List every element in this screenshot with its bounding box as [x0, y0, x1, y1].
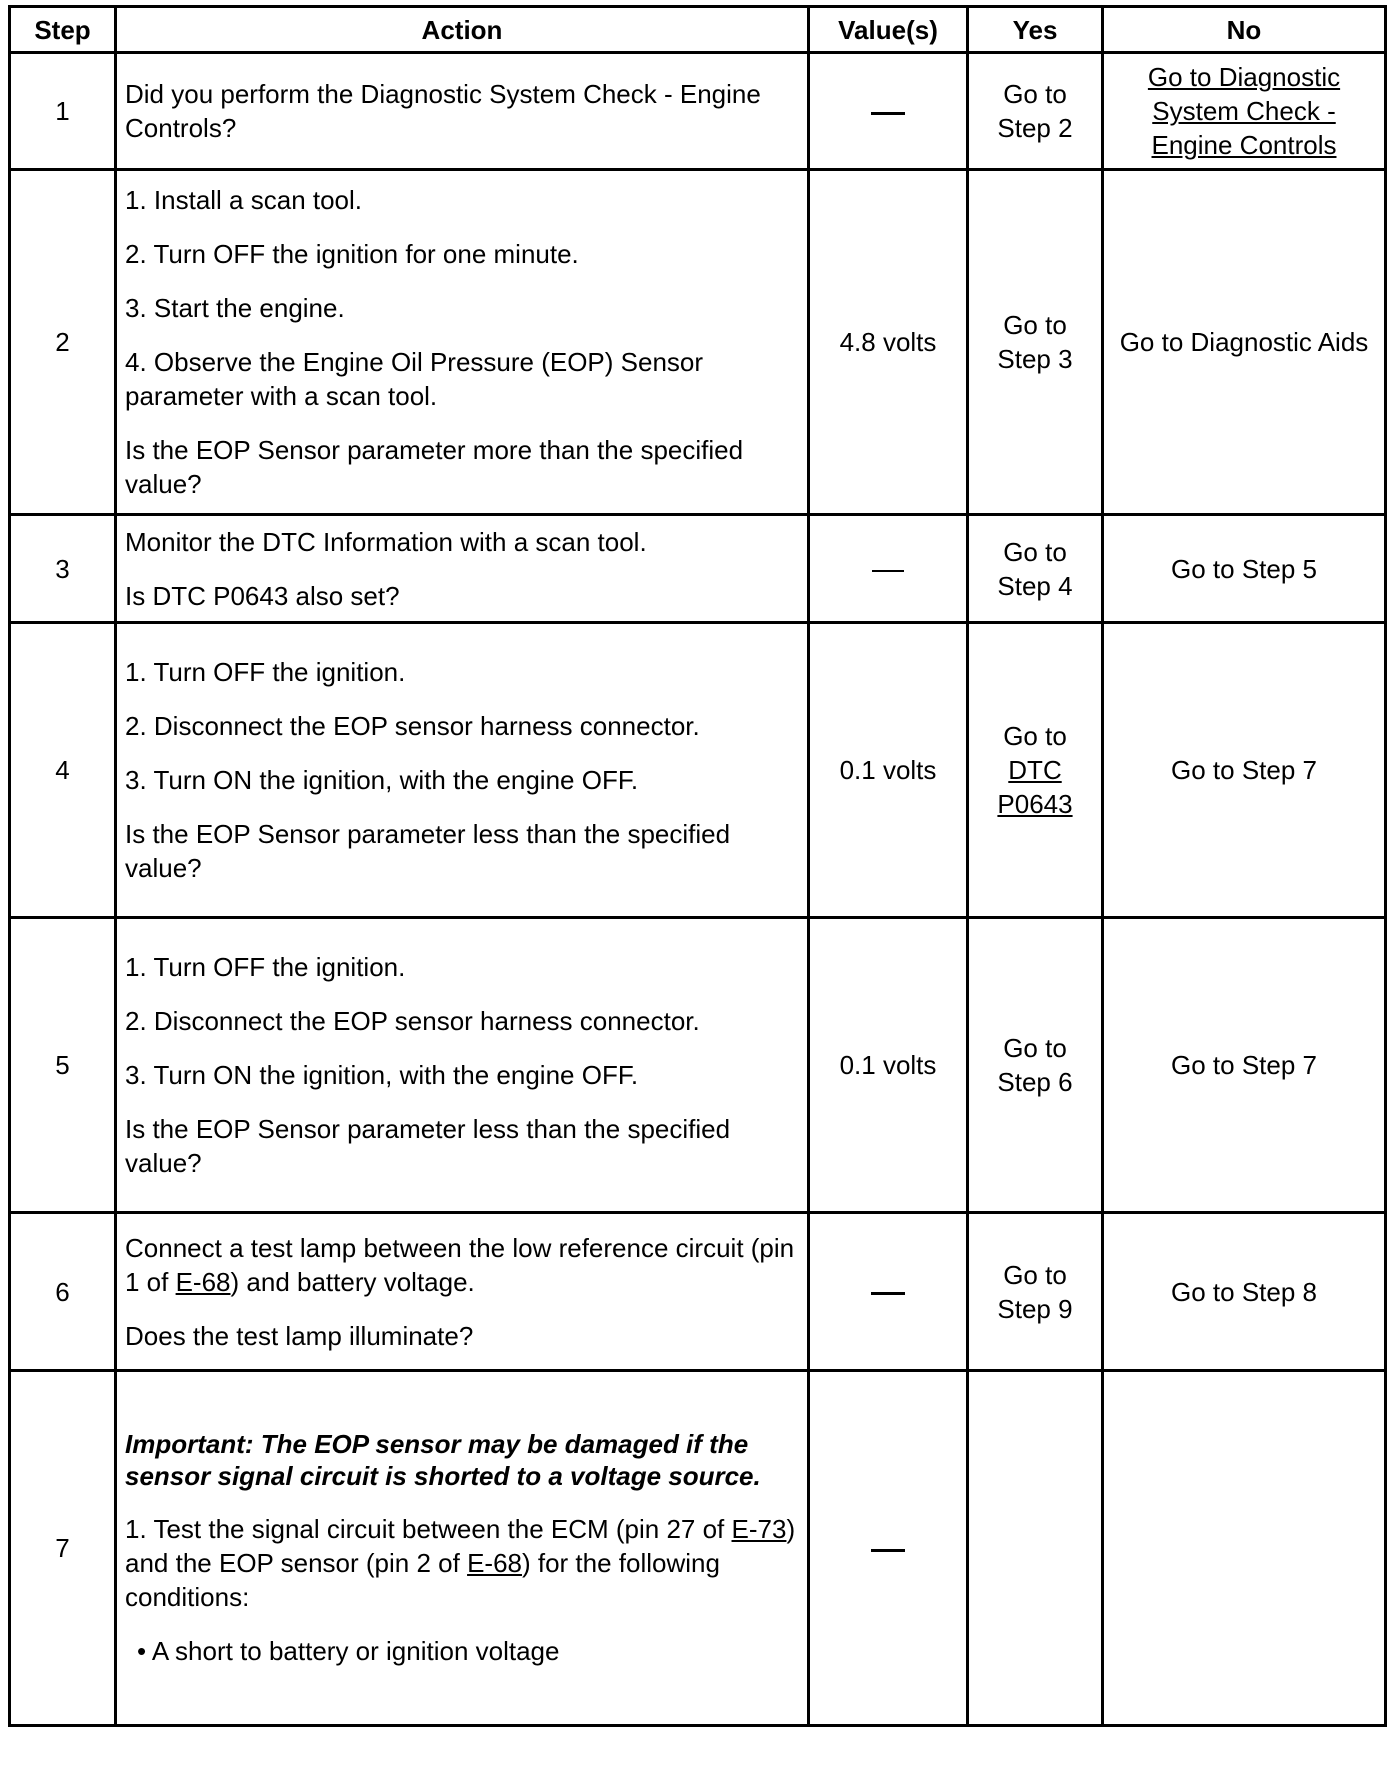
e-73-link[interactable]: E-73	[731, 1514, 787, 1544]
action-cell	[116, 623, 809, 918]
yes-cell	[968, 623, 1103, 918]
value-cell	[809, 515, 968, 623]
action-text: 1. Install a scan tool.	[125, 185, 363, 215]
action-cell	[116, 1371, 809, 1726]
em-dash	[871, 1292, 905, 1295]
no-cell: Go to Step 5	[1103, 515, 1386, 623]
em-dash	[871, 1549, 905, 1552]
action-text: 2. Disconnect the EOP sensor harness connector.	[125, 1006, 700, 1036]
table-row	[10, 53, 1386, 170]
table-row	[10, 623, 1386, 918]
value-cell: 0.1 volts	[809, 623, 968, 918]
action-text: 3. Start the engine.	[125, 293, 345, 323]
table-row	[10, 170, 1386, 515]
step-number: 1	[10, 53, 116, 170]
table-row	[10, 918, 1386, 1213]
no-cell: Go to Step 8	[1103, 1213, 1386, 1371]
step-number: 6	[10, 1213, 116, 1371]
action-text: Monitor the DTC Information with a scan tool.	[125, 526, 647, 557]
action-text: Did you perform the Diagnostic System Check - Engine Controls?	[125, 79, 761, 143]
no-cell: Go to Step 7	[1103, 623, 1386, 918]
header-yes: Yes	[968, 7, 1103, 53]
action-cell	[116, 1213, 809, 1371]
header-row	[10, 7, 1386, 53]
action-text: 2. Disconnect the EOP sensor harness connector.	[125, 711, 700, 741]
step-number: 4	[10, 623, 116, 918]
action-text: Is the EOP Sensor parameter less than the specified value?	[125, 819, 731, 883]
action-cell	[116, 515, 809, 623]
no-cell	[1103, 1371, 1386, 1726]
action-text: 3. Turn ON the ignition, with the engine OFF.	[125, 765, 639, 795]
action-text: Is the EOP Sensor parameter less than the specified value?	[125, 1114, 731, 1178]
e-68-link[interactable]: E-68	[175, 1266, 231, 1297]
action-text: Is the EOP Sensor parameter more than the specified value?	[125, 435, 744, 499]
step-number: 7	[10, 1371, 116, 1726]
yes-prefix: Go to	[1003, 721, 1067, 751]
action-cell	[116, 918, 809, 1213]
yes-cell: Go to Step 2	[968, 53, 1103, 170]
action-cell	[116, 53, 809, 170]
bullet-item: • A short to battery or ignition voltage	[137, 1636, 560, 1666]
value-cell	[809, 1371, 968, 1726]
action-text: 1. Turn OFF the ignition.	[125, 657, 406, 687]
value-cell	[809, 53, 968, 170]
step-number: 5	[10, 918, 116, 1213]
action-text: 4. Observe the Engine Oil Pressure (EOP) Sensor parameter with a scan tool.	[125, 347, 704, 411]
yes-cell: Go to Step 4	[968, 515, 1103, 623]
action-text: 1. Turn OFF the ignition.	[125, 952, 406, 982]
em-dash	[872, 570, 904, 572]
no-cell: Go to Step 7	[1103, 918, 1386, 1213]
yes-cell: Go to Step 3	[968, 170, 1103, 515]
table-row	[10, 515, 1386, 623]
action-text: 3. Turn ON the ignition, with the engine OFF.	[125, 1060, 639, 1090]
dtc-p0643-link[interactable]: DTC P0643	[997, 755, 1073, 819]
action-text: Connect a test lamp between the low reference circuit (pin 1 of E-68) and battery voltage.	[125, 1232, 795, 1297]
step-number: 2	[10, 170, 116, 515]
action-text: 2. Turn OFF the ignition for one minute.	[125, 239, 579, 269]
header-values: Value(s)	[809, 7, 968, 53]
action-text: Is DTC P0643 also set?	[125, 580, 400, 611]
em-dash	[871, 112, 905, 115]
no-cell: Go to Diagnostic Aids	[1103, 170, 1386, 515]
e-68-link[interactable]: E-68	[467, 1548, 522, 1578]
table-row	[10, 1371, 1386, 1726]
no-cell	[1103, 53, 1386, 170]
action-cell	[116, 170, 809, 515]
important-note: Important: The EOP sensor may be damaged if the sensor signal circuit is shorted to a voltage source.	[125, 1429, 761, 1491]
action-text: 1. Test the signal circuit between the ECM (pin 27 of E-73) and the EOP sensor (pin 2 of E-68) for the following conditions:	[125, 1514, 796, 1612]
value-cell: 0.1 volts	[809, 918, 968, 1213]
header-no: No	[1103, 7, 1386, 53]
table-row	[10, 1213, 1386, 1371]
diagnostic-table	[8, 5, 1387, 1727]
diagnostic-system-check-link[interactable]: Go to Diagnostic System Check - Engine Controls	[1147, 62, 1341, 160]
yes-cell: Go to Step 6	[968, 918, 1103, 1213]
step-number: 3	[10, 515, 116, 623]
value-cell	[809, 1213, 968, 1371]
yes-cell: Go to Step 9	[968, 1213, 1103, 1371]
value-cell: 4.8 volts	[809, 170, 968, 515]
yes-cell	[968, 1371, 1103, 1726]
action-text: Does the test lamp illuminate?	[125, 1320, 474, 1351]
header-step: Step	[10, 7, 116, 53]
header-action: Action	[116, 7, 809, 53]
